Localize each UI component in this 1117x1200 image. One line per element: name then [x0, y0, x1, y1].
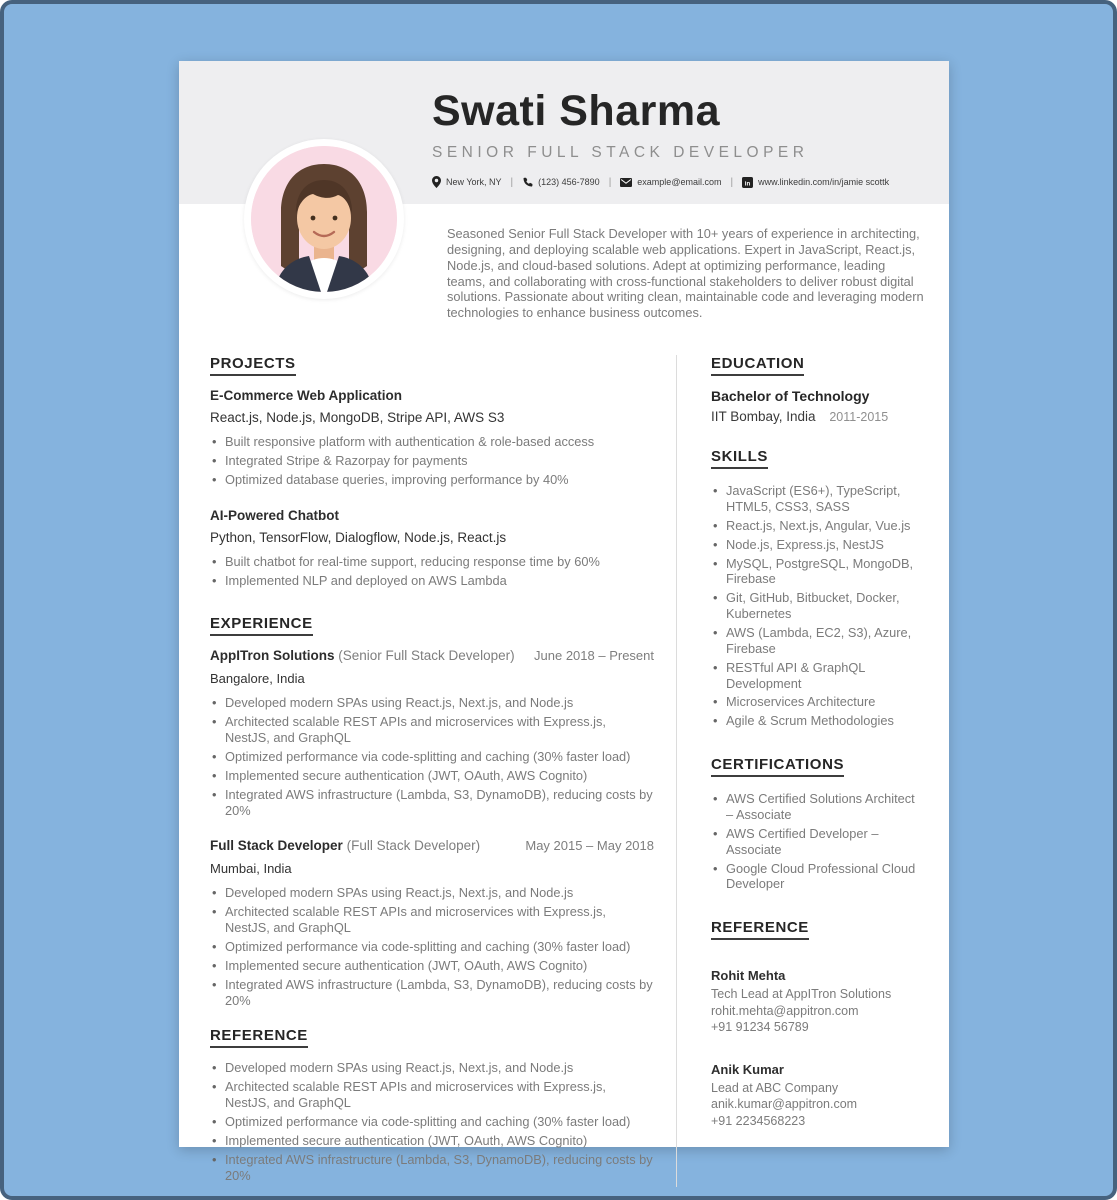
project-bullets [210, 554, 654, 589]
location-pin-icon [432, 176, 441, 188]
bullet-item: • Architected scalable REST APIs and microservices with Express.js, NestJS, and GraphQL [210, 714, 654, 746]
contact-row [432, 176, 889, 188]
reference-contact [711, 968, 925, 1036]
experience-header [210, 838, 654, 853]
project-stack: Python, TensorFlow, Dialogflow, Node.js, React.js [210, 529, 507, 545]
bullet-item: • Integrated AWS infrastructure (Lambda, S3, DynamoDB), reducing costs by 20% [210, 1152, 654, 1184]
bullet-item: • Implemented secure authentication (JWT, OAuth, AWS Cognito) [210, 1133, 654, 1149]
certifications-list [711, 791, 925, 892]
skill-item: • RESTful API & GraphQL Development [711, 660, 925, 692]
project-title: E-Commerce Web Application [210, 388, 403, 404]
experience-bullets [210, 885, 654, 1008]
candidate-name: Swati Sharma [432, 87, 720, 135]
bullet-item: • Implemented secure authentication (JWT, OAuth, AWS Cognito) [210, 768, 654, 784]
profile-photo-illustration [251, 146, 397, 292]
experience-bullets [210, 695, 654, 818]
skill-item: • React.js, Next.js, Angular, Vue.js [711, 518, 925, 534]
email-icon [620, 178, 632, 187]
contact-phone: (123) 456-7890 [522, 177, 600, 188]
bullet-item: • Implemented NLP and deployed on AWS Lambda [210, 573, 654, 589]
bullet-item: • Optimized performance via code-splitting and caching (30% faster load) [210, 1114, 654, 1130]
reference-name: Anik Kumar [711, 1061, 784, 1077]
contact-linkedin: in www.linkedin.com/in/jamie scottk [742, 177, 889, 188]
experience-header [210, 648, 654, 663]
contact-separator [609, 177, 612, 188]
contact-email: example@email.com [620, 177, 721, 187]
project-item [210, 388, 654, 488]
reference-phone: +91 91234 56789 [711, 1020, 809, 1035]
bullet-item: • Integrated AWS infrastructure (Lambda, S3, DynamoDB), reducing costs by 20% [210, 787, 654, 819]
section-heading-reference-left: REFERENCE [210, 1027, 308, 1048]
candidate-title: SENIOR FULL STACK DEVELOPER [432, 144, 809, 162]
reference-phone: +91 2234568223 [711, 1113, 806, 1128]
skills-list [711, 483, 925, 729]
bullet-item: • Developed modern SPAs using React.js, Next.js, and Node.js [210, 885, 654, 901]
contact-separator [730, 177, 733, 188]
content-columns [179, 355, 949, 1186]
experience-dates: June 2018 – Present [534, 648, 654, 664]
project-title: AI-Powered Chatbot [210, 507, 340, 523]
bullet-item: • Optimized performance via code-splitting and caching (30% faster load) [210, 749, 654, 765]
certification-item: • AWS Certified Solutions Architect – Associate [711, 791, 925, 823]
section-heading-projects: PROJECTS [210, 355, 296, 376]
bullet-item: • Optimized database queries, improving performance by 40% [210, 472, 654, 488]
bullet-item: • Built responsive platform with authentication & role-based access [210, 434, 654, 450]
bullet-item: • Implemented secure authentication (JWT, OAuth, AWS Cognito) [210, 958, 654, 974]
reference-email: rohit.mehta@appitron.com [711, 1003, 859, 1018]
project-bullets [210, 434, 654, 488]
reference-contact [711, 1062, 925, 1130]
phone-icon [522, 177, 533, 188]
bullet-item: • Developed modern SPAs using React.js, Next.js, and Node.js [210, 1060, 654, 1076]
bullet-item: • Architected scalable REST APIs and microservices with Express.js, NestJS, and GraphQL [210, 904, 654, 936]
skill-item: • AWS (Lambda, EC2, S3), Azure, Firebase [711, 625, 925, 657]
experience-item [210, 648, 654, 818]
profile-photo [244, 139, 404, 299]
education-degree: Bachelor of Technology [711, 388, 870, 405]
certification-item: • AWS Certified Developer – Associate [711, 826, 925, 858]
reference-role: Lead at ABC Company [711, 1080, 839, 1095]
experience-company: Full Stack Developer (Full Stack Developer) [210, 838, 481, 854]
section-heading-education: EDUCATION [711, 355, 804, 376]
bullet-item: • Integrated AWS infrastructure (Lambda, S3, DynamoDB), reducing costs by 20% [210, 977, 654, 1009]
reference-email: anik.kumar@appitron.com [711, 1097, 858, 1112]
education-years: 2011-2015 [829, 410, 889, 425]
contact-separator [511, 177, 514, 188]
professional-summary: Seasoned Senior Full Stack Developer with 10+ years of experience in architecting, designing, and deploying scalable web applications. Expert in JavaScript, React.js, Node.js, and cloud-based solutions. Adept at optimizing performance, leading teams, and collaborating with cross-functional stakeholders to deliver robust digital solutions. Passionate about writing clean, maintainable code and leveraging modern technologies to enhance business outcomes. [447, 226, 924, 321]
bullet-item: • Integrated Stripe & Razorpay for payments [210, 453, 654, 469]
bullet-item: • Optimized performance via code-splitting and caching (30% faster load) [210, 939, 654, 955]
svg-text:in: in [744, 179, 751, 187]
section-heading-skills: SKILLS [711, 448, 768, 469]
experience-item [210, 838, 654, 1008]
resume-page [179, 61, 949, 1183]
experience-role: (Full Stack Developer) [346, 838, 481, 854]
skill-item: • Agile & Scrum Methodologies [711, 713, 925, 729]
header-band [179, 61, 949, 204]
project-stack: React.js, Node.js, MongoDB, Stripe API, AWS S3 [210, 410, 505, 426]
project-item [210, 508, 654, 589]
skill-item: • Node.js, Express.js, NestJS [711, 537, 925, 553]
reference-name: Rohit Mehta [711, 968, 786, 984]
bullet-item: • Built chatbot for real-time support, reducing response time by 60% [210, 554, 654, 570]
section-heading-reference-right: REFERENCE [711, 919, 809, 940]
education-school-row [711, 409, 925, 424]
reference-left-bullets [210, 1060, 654, 1183]
skill-item: • Microservices Architecture [711, 694, 925, 710]
skill-item: • JavaScript (ES6+), TypeScript, HTML5, CSS3, SASS [711, 483, 925, 515]
section-heading-experience: EXPERIENCE [210, 615, 313, 636]
bullet-item: • Architected scalable REST APIs and microservices with Express.js, NestJS, and GraphQL [210, 1079, 654, 1111]
section-heading-certifications: CERTIFICATIONS [711, 756, 844, 777]
certification-item: • Google Cloud Professional Cloud Developer [711, 861, 925, 893]
reference-role: Tech Lead at AppITron Solutions [711, 987, 892, 1002]
header-text [432, 89, 889, 188]
contact-location: New York, NY [432, 176, 502, 188]
experience-dates: May 2015 – May 2018 [525, 838, 654, 854]
experience-role: (Senior Full Stack Developer) [338, 648, 515, 664]
bullet-item: • Developed modern SPAs using React.js, Next.js, and Node.js [210, 695, 654, 711]
skill-item: • Git, GitHub, Bitbucket, Docker, Kubernetes [711, 590, 925, 622]
experience-location: Mumbai, India [210, 861, 292, 877]
education-school: IIT Bombay, India [711, 409, 816, 425]
right-column [676, 355, 949, 1186]
skill-item: • MySQL, PostgreSQL, MongoDB, Firebase [711, 556, 925, 588]
linkedin-icon [742, 177, 753, 188]
education-item [711, 388, 925, 424]
experience-company: AppITron Solutions (Senior Full Stack Developer) [210, 648, 515, 664]
experience-location: Bangalore, India [210, 671, 305, 687]
left-column [210, 355, 676, 1186]
